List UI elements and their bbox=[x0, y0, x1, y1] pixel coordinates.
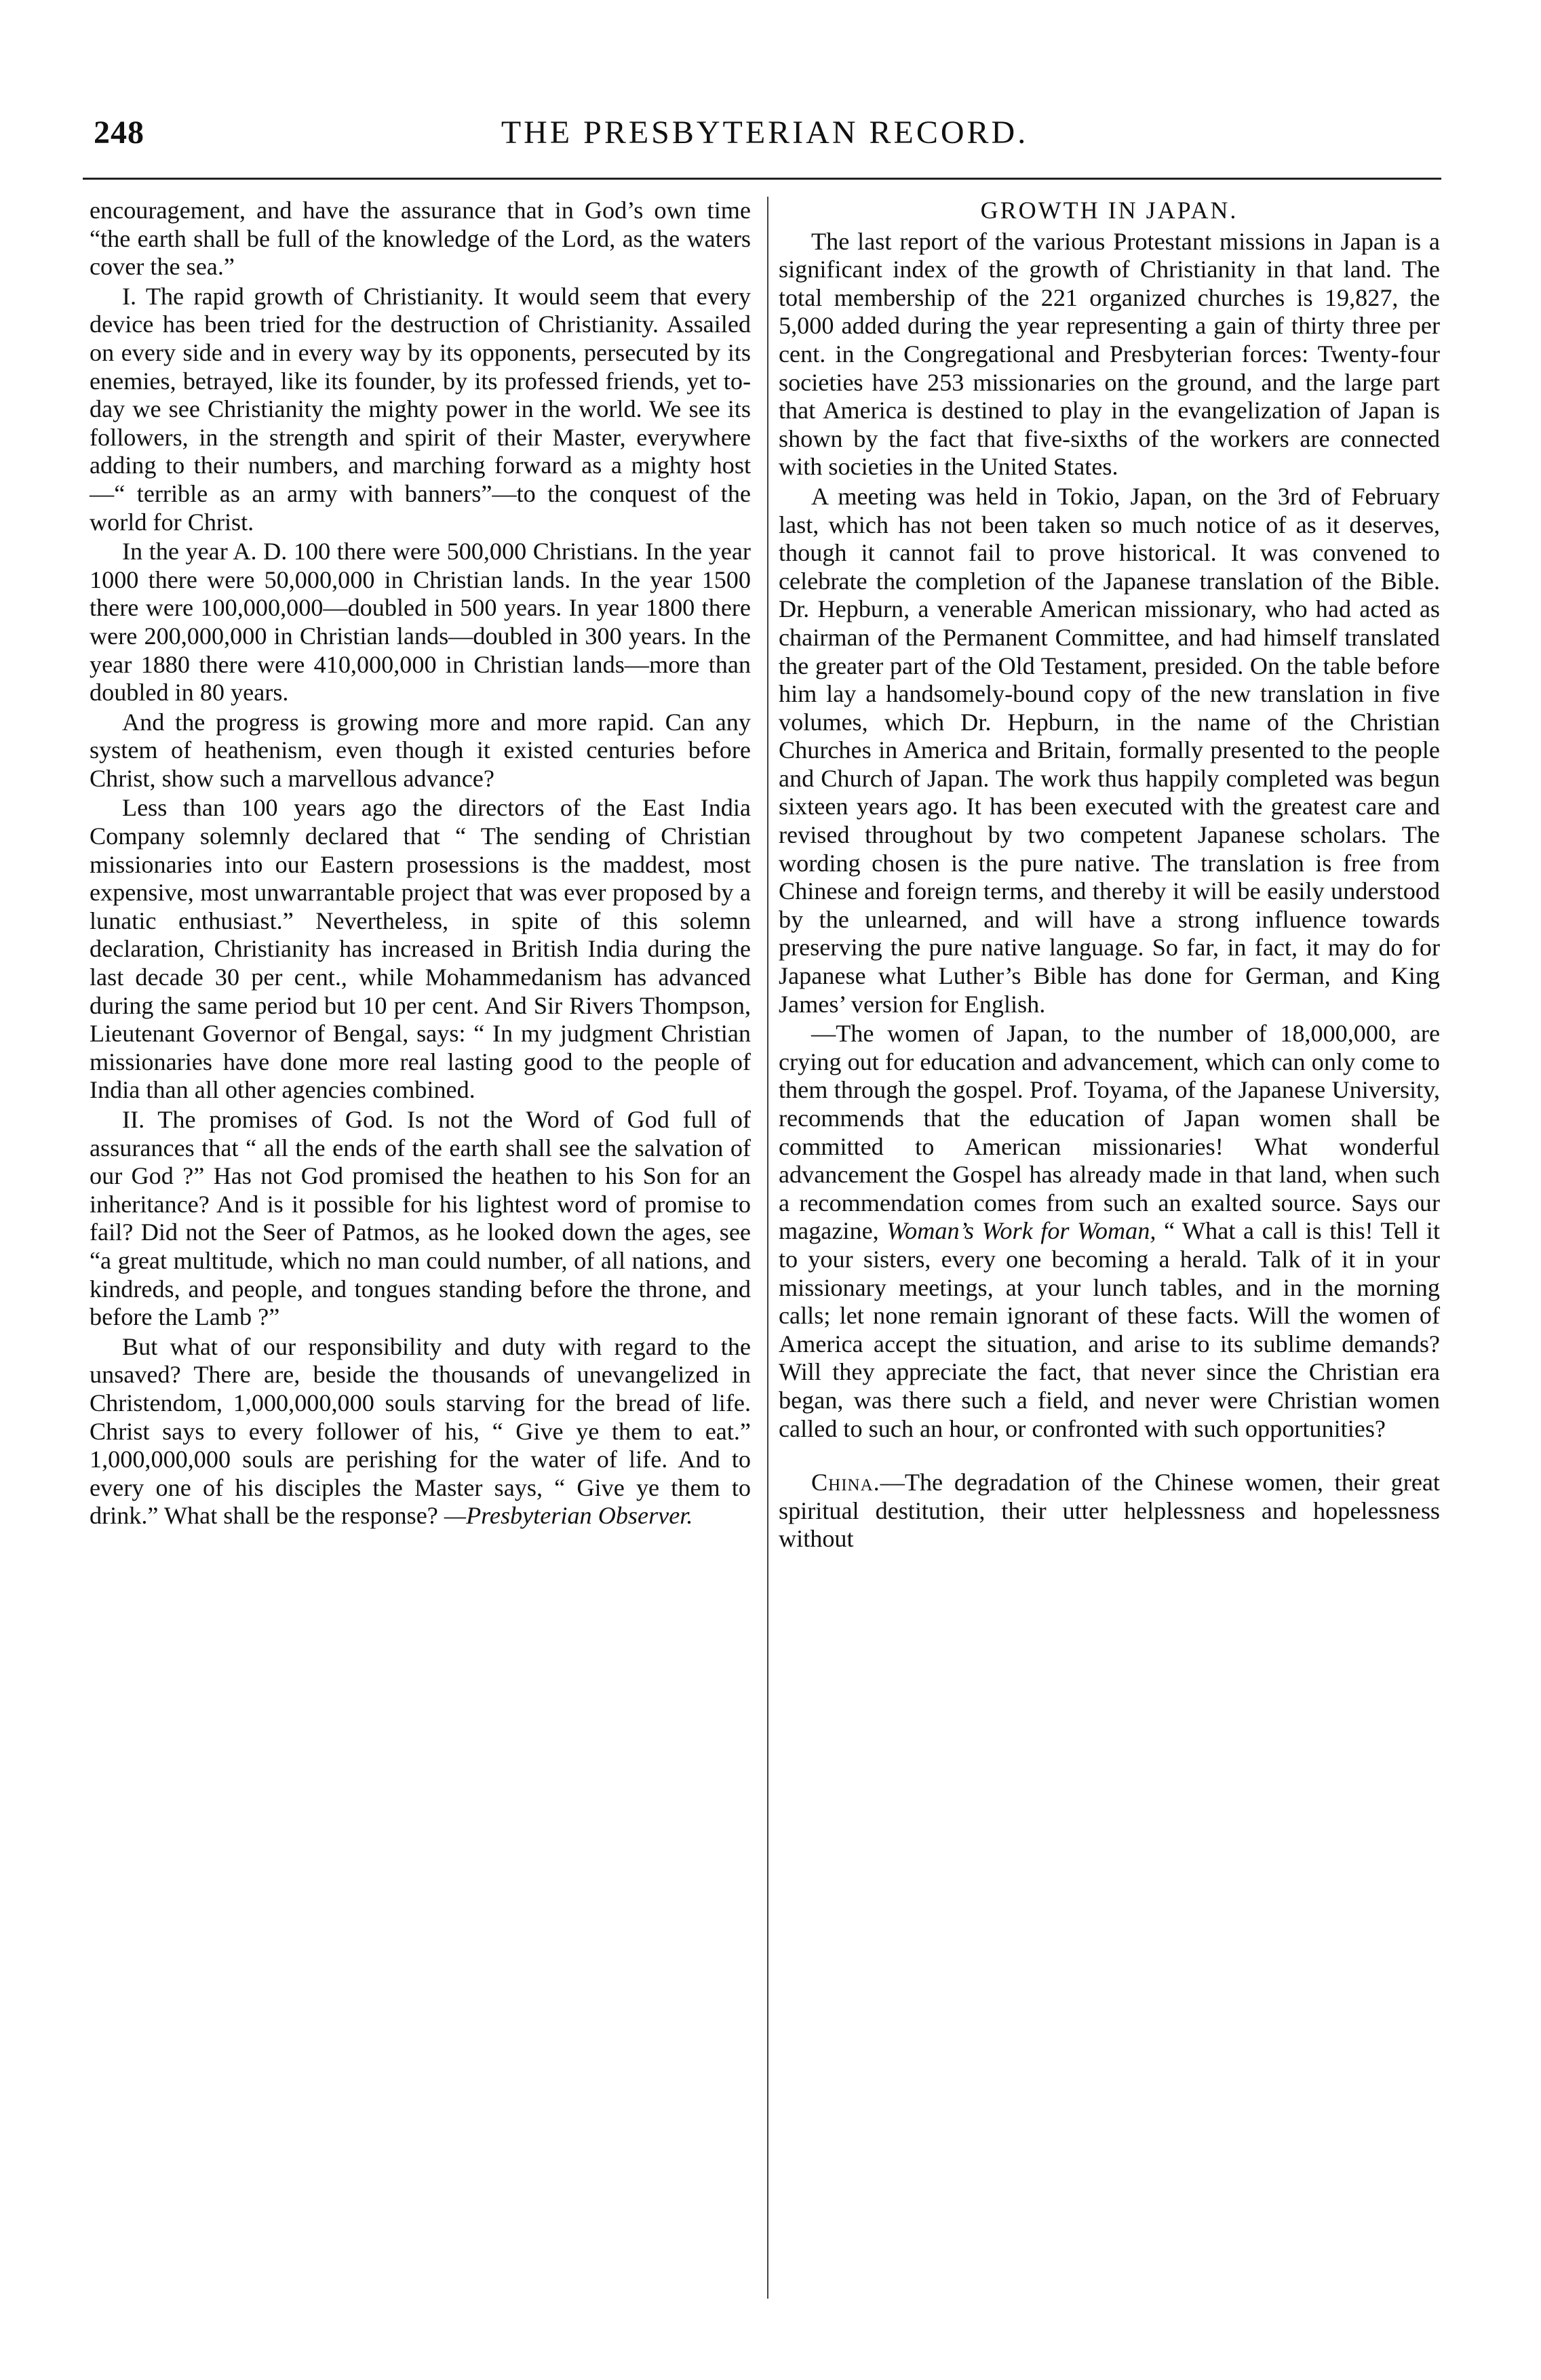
paragraph: I. The rapid growth of Christianity. It would seem that every device has been tried for the destruction of Christianity. Assailed on every side and in every way by its opponents, persecuted by its enemies, betrayed, like its founder, by its professed friends, yet to-day we see Christianity the mighty power in the world. We see its followers, in the strength and spirit of their Master, everywhere adding to their numbers, and marching forward as a mighty host—“ terrible as an army with banners”—to the conquest of the world for Christ. bbox=[90, 282, 751, 536]
paragraph-text: “ What a call is this! Tell it to your sisters, every one becoming a herald. Talk of it in your missionary meetings, at your lunch tables, and in the morning calls; let none remain ignorant of these facts. Will the women of America accept the situation, and arise to its sublime demands? Will they appreciate the fact, that never since the Christian era began, was there such a field, and never were Christian women called to such an hour, or confronted with such opportunities? bbox=[779, 1217, 1441, 1442]
paragraph-women-of-japan bbox=[779, 1020, 1440, 1443]
paragraph: Less than 100 years ago the directors of the East India Company solemnly declared that “ The sending of Christian missionaries into our Eastern prosessions is the maddest, most expensive, most unwarrantable project that was ever proposed by a lunatic enthusiast.” Nevertheless, in spite of this solemn declaration, Christianity has increased in British India during the last decade 30 per cent., while Mohammedanism has advanced during the same period but 10 per cent. And Sir Rivers Thompson, Lieutenant Governor of Bengal, says: “ In my judgment Christian missionaries have done more real lasting good to the people of India than all other agencies combined. bbox=[90, 794, 751, 1104]
page-header bbox=[88, 114, 1441, 161]
source-signature: —Presbyterian Observer. bbox=[444, 1502, 693, 1530]
paragraph: The last report of the various Protestant missions in Japan is a significant index of the growth of Christianity in that land. The total membership of the 221 organized churches is 19,827, the 5,000 added during the year representing a gain of thirty three per cent. in the Congregational and Presbyterian forces: Twenty-four societies have 253 missionaries on the ground, and the large part that America is destined to play in the evangelization of Japan is shown by the fact that five-sixths of the workers are connected with societies in the United States. bbox=[779, 227, 1440, 481]
paragraph bbox=[90, 1333, 751, 1530]
china-lead: China. bbox=[811, 1469, 880, 1496]
paragraph-text: But what of our responsibility and duty with regard to the unsaved? There are, beside the thousands of unevangelized in Christendom, 1,000,000,000 souls starving for the bread of life. Christ says to every follower of his, “ Give ye them to eat.” 1,000,000,000 souls are perishing for the water of life. And to every one of his disciples the Master says, “ Give ye them to drink.” What shall be the response? bbox=[90, 1332, 751, 1530]
magazine-title: Woman’s Work for Woman, bbox=[886, 1217, 1156, 1245]
paragraph-text: —The women of Japan, to the number of 18,000,000, are crying out for education and advancement, which can only come to them through the gospel. Prof. Toyama, of the Japanese University, recommends that the education of Japan women shall be committed to American missionaries! What wonderful advancement the Gospel has already made in that land, when such a recommendation comes from such an exalted source. Says our magazine, bbox=[779, 1020, 1440, 1245]
paragraph: And the progress is growing more and more rapid. Can any system of heathenism, even though it existed centuries before Christ, show such a marvellous advance? bbox=[90, 708, 751, 792]
page-number: 248 bbox=[94, 115, 144, 151]
paragraph: II. The promises of God. Is not the Word of God full of assurances that “ all the ends of the earth shall see the salvation of our God ?” Has not God promised the heathen to his Son for an inheritance? And is it possible for his lightest word of promise to fail? Did not the Seer of Patmos, as he looked down the ages, see “a great multitude, which no man could number, of all nations, and kindreds, and people, and tongues standing before the throne, and before the Lamb ?” bbox=[90, 1106, 751, 1331]
header-rule bbox=[83, 178, 1441, 180]
right-column bbox=[779, 197, 1440, 1553]
column-divider bbox=[767, 197, 768, 2299]
paragraph: In the year A. D. 100 there were 500,000 Christians. In the year 1000 there were 50,000,000 in Christian lands. In the year 1500 there were 100,000,000—doubled in 500 years. In year 1800 there were 200,000,000 in Christian lands—doubled in 300 years. In the year 1880 there were 410,000,000 in Christian lands—more than doubled in 80 years. bbox=[90, 538, 751, 707]
paragraph-china bbox=[779, 1469, 1440, 1553]
section-title: GROWTH IN JAPAN. bbox=[980, 197, 1238, 224]
journal-title: THE PRESBYTERIAN RECORD. bbox=[501, 115, 1029, 151]
left-column bbox=[90, 197, 751, 1530]
paragraph-text: —The degradation of the Chinese women, their great spiritual destitution, their utter helplessness and hopelessness without bbox=[779, 1469, 1440, 1553]
paragraph: encouragement, and have the assurance that in God’s own time “the earth shall be full of the knowledge of the Lord, as the waters cover the sea.” bbox=[90, 197, 751, 281]
paragraph: A meeting was held in Tokio, Japan, on the 3rd of February last, which has not been taken so much notice of as it deserves, though it cannot fail to prove historical. It was convened to celebrate the completion of the Japanese translation of the Bible. Dr. Hepburn, a venerable American missionary, who had acted as chairman of the Permanent Committee, and had himself translated the greater part of the Old Testament, presided. On the table before him lay a handsomely-bound copy of the new translation in five volumes, which Dr. Hepburn, in the name of the Christian Churches in America and Britain, formally presented to the people and Church of Japan. The work thus happily completed was begun sixteen years ago. It has been executed with the greatest care and revised throughout by two competent Japanese scholars. The wording chosen is the pure native. The translation is free from Chinese and foreign terms, and thereby it will be easily understood by the unlearned, and will have a strong influence towards preserving the pure native language. So far, in fact, it may do for Japanese what Luther’s Bible has done for German, and King James’ version for English. bbox=[779, 482, 1440, 1018]
